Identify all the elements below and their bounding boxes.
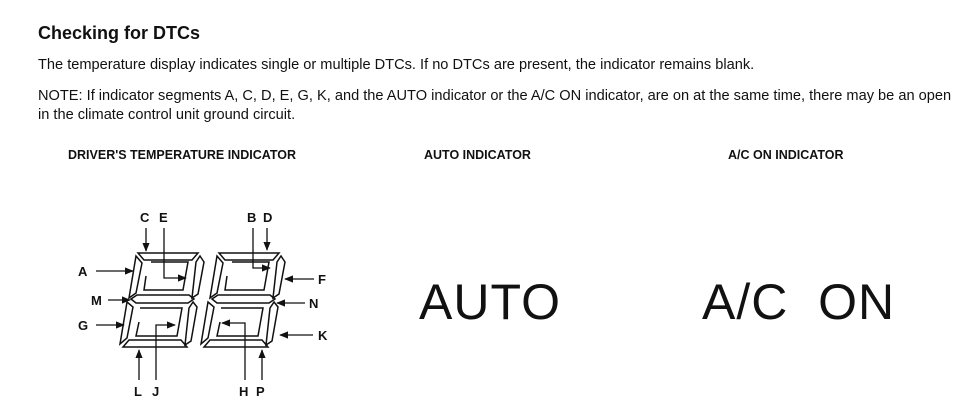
label-h: H (239, 384, 249, 399)
left-digit (120, 253, 204, 347)
label-a: A (78, 264, 88, 279)
label-p: P (256, 384, 265, 399)
segment-l-bottom (123, 340, 187, 347)
segment-c-top (138, 253, 198, 260)
segment-a-upper-left (129, 256, 142, 298)
segment-p-bottom (204, 340, 268, 347)
auto-indicator-text: AUTO (419, 274, 561, 330)
label-e: E (159, 210, 168, 225)
label-j: J (152, 384, 160, 399)
left-inner-lower (136, 308, 182, 336)
label-c: C (140, 210, 150, 225)
segment-e-upper-right (192, 256, 204, 298)
segment-m-middle (131, 295, 194, 303)
label-f: F (318, 272, 326, 287)
arrow-h (222, 323, 245, 380)
label-b: B (247, 210, 257, 225)
segment-h-lower-left (201, 302, 214, 344)
segment-d-upper-left (210, 256, 223, 298)
section-heading: Checking for DTCs (38, 23, 201, 43)
auto-indicator-label: AUTO INDICATOR (424, 148, 531, 162)
label-k: K (318, 328, 328, 343)
label-g: G (78, 318, 89, 333)
segment-k-lower-right (266, 302, 278, 345)
segment-labels (78, 210, 328, 399)
right-inner-lower (217, 308, 263, 336)
arrow-j (156, 325, 175, 380)
right-inner-upper (225, 262, 269, 290)
ac-on-indicator-text: A/C ON (702, 274, 896, 330)
ac-on-indicator-label: A/C ON INDICATOR (728, 148, 844, 162)
label-m: M (91, 293, 102, 308)
segment-n-middle (212, 295, 275, 303)
segment-j-lower-right (185, 302, 197, 345)
left-inner-upper (144, 262, 188, 290)
segment-b-top (219, 253, 279, 260)
segment-g-lower-left (120, 302, 133, 344)
note-paragraph: NOTE: If indicator segments A, C, D, E, G, K, and the AUTO indicator or the A/C ON indicator, are on at the same time, there may be an open in the climate control unit ground circuit. (38, 88, 952, 123)
intro-paragraph: The temperature display indicates single or multiple DTCs. If no DTCs are present, the indicator remains blank. (38, 57, 755, 73)
right-digit (201, 253, 285, 347)
segment-f-upper-right (273, 256, 285, 298)
label-n: N (309, 296, 319, 311)
label-d: D (263, 210, 273, 225)
drivers-temperature-indicator-label: DRIVER'S TEMPERATURE INDICATOR (68, 148, 296, 162)
label-l: L (134, 384, 142, 399)
